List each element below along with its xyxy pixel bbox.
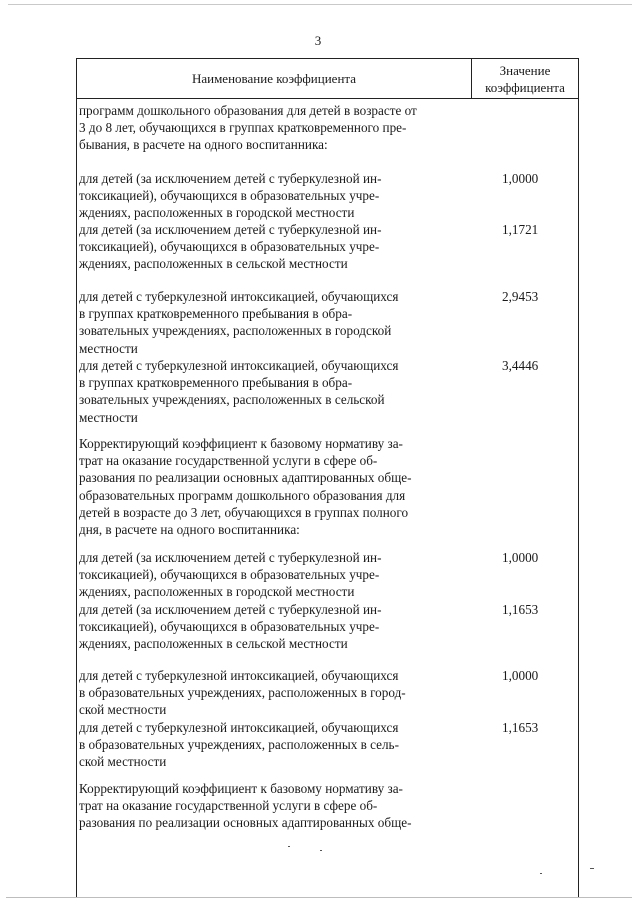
header-coefficient-name: Наименование коэффициента: [191, 70, 357, 86]
row-value-4: 3,4446: [502, 358, 539, 373]
scan-speck: [590, 868, 594, 869]
intro-continued-text: программ дошкольного образования для детей в возрасте от 3 до 8 лет, обучающихся в группах кратковременного пре- бывания, в расчете на одного воспитанника:: [79, 103, 417, 153]
row-value-3: 2,9453: [502, 289, 539, 304]
row-text-8: для детей с туберкулезной интоксикацией, обучающихся в образовательных учреждениях, расположенных в город- ской местности: [79, 668, 406, 718]
row-value-7: 1,1653: [502, 602, 539, 617]
row-text-4: для детей с туберкулезной интоксикацией, обучающихся в группах кратковременного пребывания в обра- зовательных учреждениях, расположенных в сельской местности: [79, 358, 399, 425]
section-heading-3: Корректирующий коэффициент к базовому нормативу за- трат на оказание государственной услуги в сфере об- разования по реализации основных адаптированных обще-: [79, 781, 412, 831]
scan-speck: [540, 873, 542, 874]
row-text-1: для детей (за исключением детей с туберкулезной ин- токсикацией), обучающихся в образовательных учре- ждениях, расположенных в городской местности: [79, 171, 382, 221]
row-text-6: для детей (за исключением детей с туберкулезной ин- токсикацией), обучающихся в образовательных учре- ждениях, расположенных в городской местности: [79, 550, 382, 600]
scan-speck: [320, 850, 322, 851]
section-heading-2: Корректирующий коэффициент к базовому нормативу за- трат на оказание государственной услуги в сфере об- разования по реализации основных адаптированных обще- образовательных программ дошкольного образования для детей в возрасте до 3 лет, обучающихся в группах полного дня, в расчете на одного воспитанника:: [79, 436, 412, 538]
row-value-1: 1,0000: [502, 171, 539, 186]
scan-top-edge: [8, 4, 632, 5]
row-text-2: для детей (за исключением детей с туберкулезной ин- токсикацией), обучающихся в образовательных учре- ждениях, расположенных в сельской местности: [79, 222, 382, 272]
header-coefficient-value: Значение коэффициента: [485, 62, 565, 95]
row-text-7: для детей (за исключением детей с туберкулезной ин- токсикацией), обучающихся в образовательных учре- ждениях, расположенных в сельской местности: [79, 602, 382, 652]
row-value-9: 1,1653: [502, 720, 539, 735]
scan-speck: [288, 846, 290, 847]
page-number: 3: [314, 33, 322, 48]
row-value-2: 1,1721: [502, 222, 539, 237]
row-value-6: 1,0000: [502, 550, 539, 565]
row-value-8: 1,0000: [502, 668, 539, 683]
row-text-3: для детей с туберкулезной интоксикацией, обучающихся в группах кратковременного пребывания в обра- зовательных учреждениях, расположенных в городской местности: [79, 289, 399, 356]
row-text-9: для детей с туберкулезной интоксикацией, обучающихся в образовательных учреждениях, расположенных в сель- ской местности: [79, 720, 399, 770]
scan-bottom-edge: [6, 897, 632, 898]
